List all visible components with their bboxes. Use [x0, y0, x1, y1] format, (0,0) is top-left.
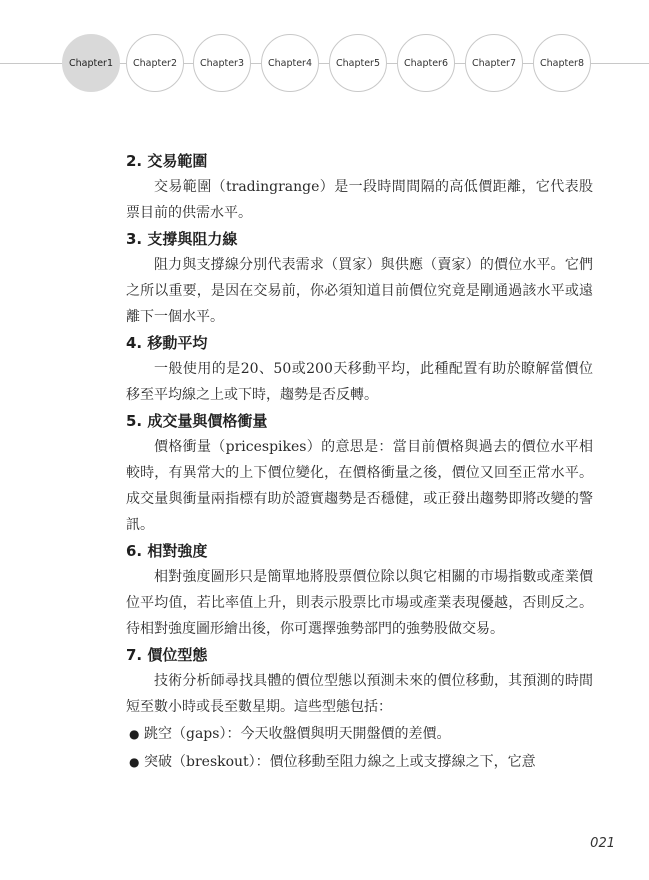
section-volume-price-spikes — [126, 408, 593, 538]
chapter-tab-5[interactable]: Chapter5 — [329, 34, 387, 92]
chapter-tab-8[interactable]: Chapter8 — [533, 34, 591, 92]
section-relative-strength — [126, 538, 593, 642]
bullet-icon: ● — [129, 727, 140, 741]
list-item — [126, 748, 593, 776]
section-heading: 6. 相對強度 — [126, 542, 208, 560]
chapter-tab-4[interactable]: Chapter4 — [261, 34, 319, 92]
section-moving-average — [126, 330, 593, 408]
section-price-patterns — [126, 642, 593, 776]
bullet-icon: ● — [129, 755, 140, 769]
section-paragraph: 阻力與支撐線分別代表需求（買家）與供應（賣家）的價位水平。它們之所以重要，是因在交易前，你必須知道目前價位究竟是剛通過該水平或遠離下一個水平。 — [126, 257, 593, 325]
page-body — [126, 148, 593, 776]
chapter-tab-7[interactable]: Chapter7 — [465, 34, 523, 92]
section-paragraph: 一般使用的是20、50或200天移動平均，此種配置有助於瞭解當價位移至平均線之上或下時，趨勢是否反轉。 — [126, 361, 593, 403]
section-support-resistance — [126, 226, 593, 330]
section-heading: 3. 支撐與阻力線 — [126, 230, 238, 248]
list-item-text: 突破（breskout）：價位移動至阻力線之上或支撐線之下，它意 — [144, 754, 536, 770]
section-heading: 2. 交易範圍 — [126, 152, 208, 170]
section-heading: 5. 成交量與價格衝量 — [126, 412, 268, 430]
section-heading: 4. 移動平均 — [126, 334, 208, 352]
section-heading: 7. 價位型態 — [126, 646, 208, 664]
chapter-tab-1[interactable]: Chapter1 — [62, 34, 120, 92]
chapter-tab-6[interactable]: Chapter6 — [397, 34, 455, 92]
list-item-text: 跳空（gaps）：今天收盤價與明天開盤價的差價。 — [144, 726, 451, 742]
section-paragraph: 交易範圍（tradingrange）是一段時間間隔的高低價距離，它代表股票目前的供需水平。 — [126, 179, 593, 221]
section-paragraph: 相對強度圖形只是簡單地將股票價位除以與它相關的市場指數或產業價位平均值，若比率值上升，則表示股票比市場或產業表現優越，否則反之。待相對強度圖形繪出後，你可選擇強勢部門的強勢股做交易。 — [126, 569, 593, 637]
page-number: 021 — [590, 836, 615, 851]
list-item — [126, 720, 593, 748]
chapter-tab-3[interactable]: Chapter3 — [193, 34, 251, 92]
chapter-navigation — [0, 34, 649, 94]
section-paragraph: 技術分析師尋找具體的價位型態以預測未來的價位移動，其預測的時間短至數小時或長至數星期。這些型態包括： — [126, 673, 593, 715]
chapter-tab-2[interactable]: Chapter2 — [126, 34, 184, 92]
section-paragraph: 價格衝量（pricespikes）的意思是：當目前價格與過去的價位水平相較時，有異常大的上下價位變化，在價格衝量之後，價位又回至正常水平。成交量與衝量兩指標有助於證實趨勢是否穩健，或正發出趨勢即將改變的警訊。 — [126, 439, 593, 533]
section-trading-range — [126, 148, 593, 226]
